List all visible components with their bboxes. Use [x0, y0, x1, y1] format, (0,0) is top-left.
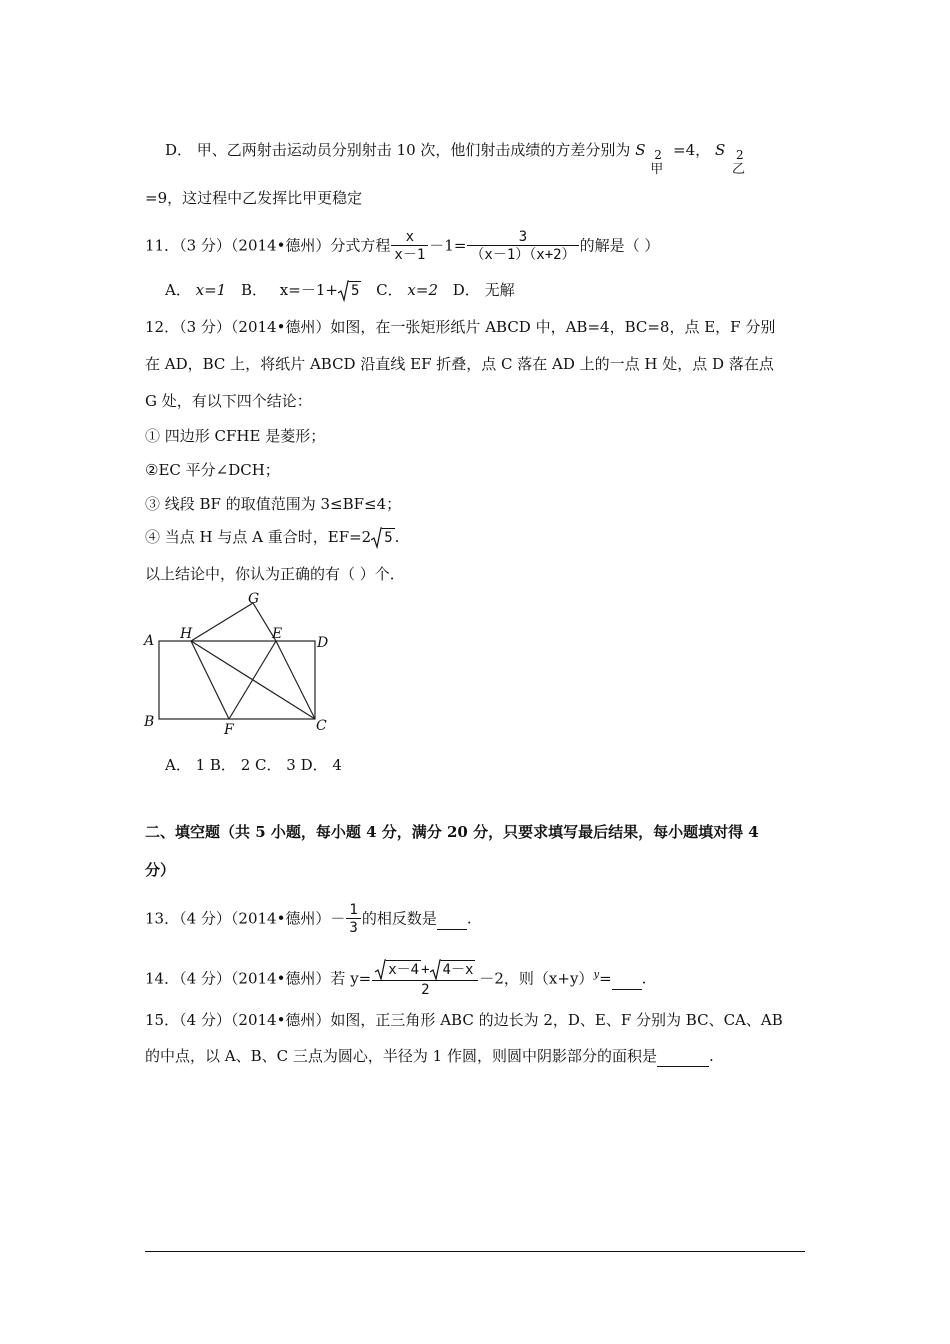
q11-stem: 11．（3 分）（2014•德州）分式方程 $\frac{x}{x-1}$ －1= $\frac{3}{(x-1)(x+2)}$ 的解是（ ）: [145, 229, 660, 263]
sqrt-x-minus-4: x－4: [375, 960, 421, 980]
q12-line-1: 12．（3 分）（2014•德州）如图，在一张矩形纸片 ABCD 中，AB=4，BC=8，点 E，F 分别: [145, 318, 776, 336]
sqrt-5-option-b: 5: [338, 281, 361, 301]
q15-line-1: 15．（4 分）（2014•德州）如图，正三角形 ABC 的边长为 2，D、E、F 分别为 BC、CA、AB: [145, 1011, 783, 1029]
q13-answer-blank[interactable]: [437, 909, 467, 930]
q11-fraction-1: $\frac{x}{x-1}$: [391, 229, 428, 264]
radical-sign-icon: [375, 959, 386, 981]
q13: 13．（4 分）（2014•德州）－ $\frac{1}{3}$ 的相反数是 .: [145, 902, 472, 936]
sqrt-5-conclusion-4: 5: [371, 528, 394, 548]
section-2-heading-line-2: 分）: [145, 861, 176, 879]
radical-sign-icon: [430, 959, 441, 981]
q15-answer-blank[interactable]: [657, 1046, 709, 1067]
q15-line-2: 的中点，以 A、B、C 三点为圆心，半径为 1 作圆，则圆中阴影部分的面积是 .: [145, 1047, 714, 1065]
q10-eq4: =4，: [673, 141, 711, 159]
q12-conclusion-4: ④ 当点 H 与点 A 重合时，EF=2 5 .: [145, 527, 399, 548]
footer-rule: [145, 1251, 805, 1252]
label-b: B: [144, 714, 155, 730]
label-d: D: [317, 635, 329, 651]
q10-option-d: D． 甲、乙两射击运动员分别射击 10 次，他们射击成绩的方差分别为 S 2 甲 =4， S 2 乙: [165, 141, 746, 177]
q11-options: A． x=1 B． x=－1+ 5 C． x=2 D． 无解: [165, 280, 515, 301]
label-a: A: [144, 633, 155, 649]
variance-s-jia: S: [635, 141, 646, 159]
label-g: G: [248, 591, 260, 607]
q12-conclusion-1: ① 四边形 CFHE 是菱形；: [145, 427, 326, 445]
variance-s-yi: S: [714, 141, 726, 159]
figure-lines: [159, 603, 315, 719]
q14-exponent: y: [593, 969, 600, 981]
q13-fraction: $\frac{1}{3}$: [346, 902, 360, 937]
sqrt-4-minus-x: 4－x: [430, 960, 476, 980]
segment-hg: [191, 603, 253, 641]
q14-answer-blank[interactable]: [612, 969, 642, 990]
q12-figure: [140, 588, 340, 740]
q12-line-3: G 处，有以下四个结论：: [145, 392, 312, 410]
label-c: C: [316, 718, 327, 734]
q14-fraction: x－4 + 4－x 2: [372, 960, 478, 999]
q12-conclusion-2: ②EC 平分∠DCH；: [145, 461, 280, 479]
q10-d-text: D． 甲、乙两射击运动员分别射击 10 次，他们射击成绩的方差分别为: [165, 141, 631, 159]
label-h: H: [180, 626, 193, 642]
radical-sign-icon: [338, 280, 349, 302]
q12-conclusion-3: ③ 线段 BF 的取值范围为 3≤BF≤4；: [145, 495, 402, 513]
q11-fraction-2: $\frac{3}{(x-1)(x+2)}$: [467, 229, 578, 264]
section-2-heading-line-1: 二、填空题（共 5 小题，每小题 4 分，满分 20 分，只要求填写最后结果，每小题填对得 4: [145, 823, 759, 841]
label-e: E: [272, 626, 283, 642]
label-f: F: [224, 722, 234, 738]
q10-continuation: =9，这过程中乙发挥比甲更稳定: [145, 189, 363, 207]
q12-line-4: 以上结论中，你认为正确的有（ ）个．: [145, 565, 405, 583]
radical-sign-icon: [371, 527, 382, 549]
rectangle-abcd: [159, 641, 315, 719]
q14: 14．（4 分）（2014•德州）若 y= x－4 + 4－x 2 －2，则$(x+y)^y=$ .: [145, 960, 646, 999]
q12-line-2: 在 AD，BC 上，将纸片 ABCD 沿直线 EF 折叠，点 C 落在 AD 上的一点 H 处，点 D 落在点: [145, 355, 774, 373]
q12-options: A． 1 B． 2 C． 3 D． 4: [165, 756, 342, 774]
